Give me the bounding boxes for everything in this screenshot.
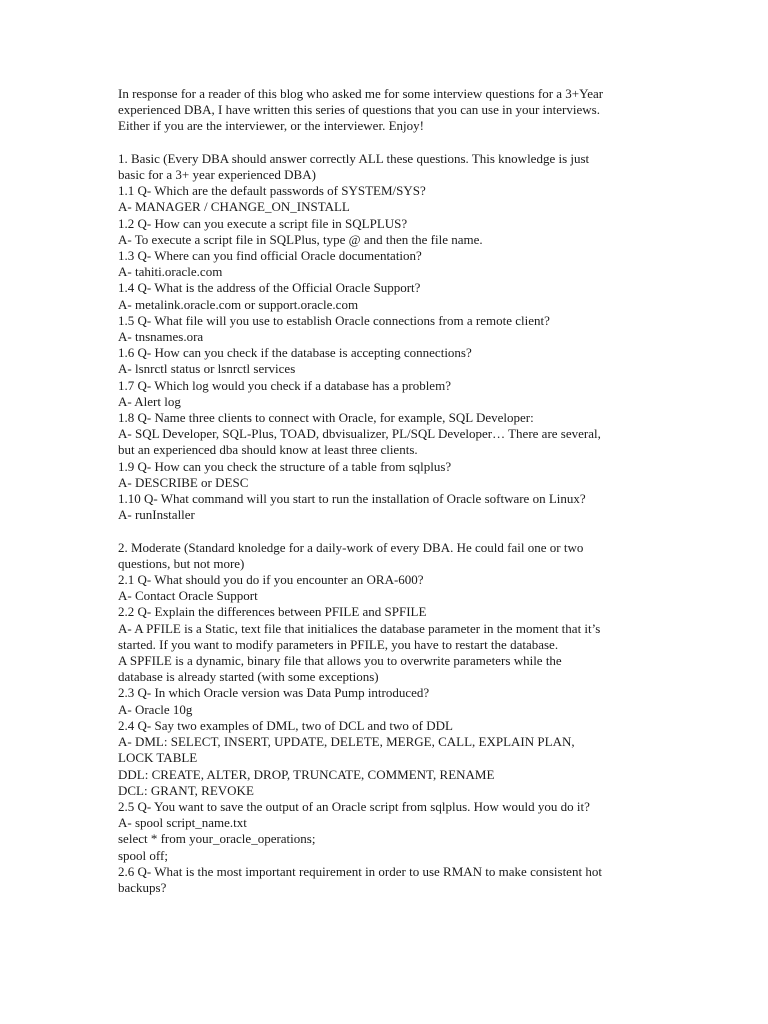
- answer-line: DCL: GRANT, REVOKE: [118, 782, 254, 798]
- answer-line: but an experienced dba should know at least three clients.: [118, 442, 418, 458]
- section-heading: 2. Moderate (Standard knoledge for a daily-work of every DBA. He could fail one or two: [118, 539, 584, 555]
- answer-line: started. If you want to modify parameters in PFILE, you have to restart the database.: [118, 636, 559, 652]
- answer-line: A SPFILE is a dynamic, binary file that allows you to overwrite parameters while the: [118, 653, 562, 669]
- answer-line: spool off;: [118, 847, 168, 863]
- question-line: 1.4 Q- What is the address of the Official Oracle Support?: [118, 280, 421, 296]
- paragraph-gap: [118, 523, 658, 539]
- question-line: 1.1 Q- Which are the default passwords of SYSTEM/SYS?: [118, 183, 426, 199]
- question-line: 2.4 Q- Say two examples of DML, two of DCL and two of DDL: [118, 717, 453, 733]
- question-line: 1.9 Q- How can you check the structure of a table from sqlplus?: [118, 458, 452, 474]
- question-line: backups?: [118, 879, 167, 895]
- question-line: 1.8 Q- Name three clients to connect with Oracle, for example, SQL Developer:: [118, 410, 534, 426]
- answer-line: A- tahiti.oracle.com: [118, 264, 223, 280]
- section-basic: [118, 151, 658, 524]
- answer-line: A- spool script_name.txt: [118, 815, 247, 831]
- question-line: 1.6 Q- How can you check if the database is accepting connections?: [118, 345, 472, 361]
- answer-line: A- metalink.oracle.com or support.oracle.com: [118, 296, 359, 312]
- answer-line: database is already started (with some exceptions): [118, 669, 379, 685]
- answer-line: A- tnsnames.ora: [118, 329, 204, 345]
- answer-line: A- SQL Developer, SQL-Plus, TOAD, dbvisualizer, PL/SQL Developer… There are several,: [118, 426, 601, 442]
- question-line: 2.6 Q- What is the most important requirement in order to use RMAN to make consistent hot: [118, 863, 602, 879]
- section-heading: basic for a 3+ year experienced DBA): [118, 167, 316, 182]
- question-line: 1.5 Q- What file will you use to establish Oracle connections from a remote client?: [118, 312, 550, 328]
- answer-line: select * from your_oracle_operations;: [118, 831, 316, 847]
- question-line: 2.5 Q- You want to save the output of an Oracle script from sqlplus. How would you do it?: [118, 798, 590, 814]
- text-line: In response for a reader of this blog who asked me for some interview questions for a 3+Year: [118, 86, 604, 101]
- answer-line: A- lsnrctl status or lsnrctl services: [118, 361, 296, 377]
- question-line: 2.2 Q- Explain the differences between PFILE and SPFILE: [118, 604, 427, 620]
- question-line: 1.2 Q- How can you execute a script file in SQLPLUS?: [118, 215, 408, 231]
- section-moderate: [118, 540, 658, 896]
- answer-line: LOCK TABLE: [118, 750, 198, 766]
- paragraph-gap: [118, 135, 658, 151]
- answer-line: A- Oracle 10g: [118, 701, 193, 717]
- document-page: [118, 86, 658, 896]
- answer-line: DDL: CREATE, ALTER, DROP, TRUNCATE, COMMENT, RENAME: [118, 766, 495, 782]
- question-line: 2.3 Q- In which Oracle version was Data Pump introduced?: [118, 685, 430, 701]
- question-line: 1.7 Q- Which log would you check if a database has a problem?: [118, 377, 451, 393]
- section-heading: 1. Basic (Every DBA should answer correctly ALL these questions. This knowledge is just: [118, 150, 590, 166]
- text-line: experienced DBA, I have written this series of questions that you can use in your interviews.: [118, 102, 600, 118]
- answer-line: A- To execute a script file in SQLPlus, type @ and then the file name.: [118, 231, 483, 247]
- question-line: 1.10 Q- What command will you start to run the installation of Oracle software on Linux?: [118, 491, 586, 507]
- answer-line: A- DESCRIBE or DESC: [118, 474, 249, 490]
- question-line: 2.1 Q- What should you do if you encounter an ORA-600?: [118, 572, 424, 588]
- answer-line: A- Alert log: [118, 393, 181, 409]
- answer-line: A- Contact Oracle Support: [118, 588, 258, 604]
- answer-line: A- A PFILE is a Static, text file that initialices the database parameter in the moment that it’s: [118, 620, 601, 636]
- section-heading: questions, but not more): [118, 555, 245, 571]
- question-line: 1.3 Q- Where can you find official Oracle documentation?: [118, 248, 422, 264]
- text-line: Either if you are the interviewer, or the interviewer. Enjoy!: [118, 118, 424, 134]
- answer-line: A- runInstaller: [118, 507, 195, 523]
- answer-line: A- MANAGER / CHANGE_ON_INSTALL: [118, 199, 350, 215]
- intro-paragraph: [118, 86, 658, 135]
- answer-line: A- DML: SELECT, INSERT, UPDATE, DELETE, MERGE, CALL, EXPLAIN PLAN,: [118, 734, 575, 750]
